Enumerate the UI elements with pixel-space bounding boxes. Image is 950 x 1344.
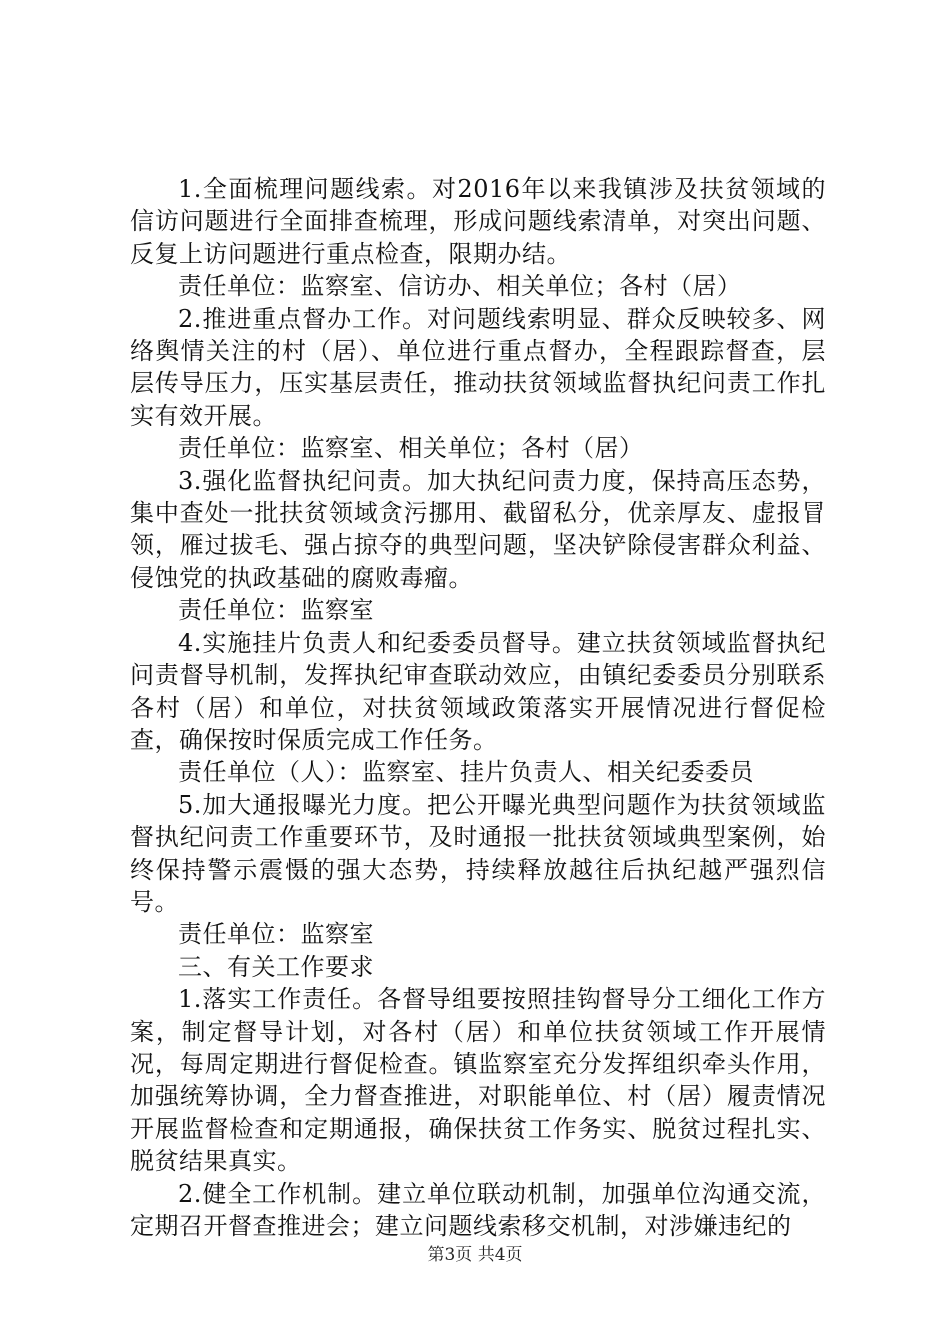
responsibility-line-2: 责任单位：监察室、相关单位；各村（居） bbox=[178, 434, 644, 463]
page-number-footer: 第3页 共4页 bbox=[427, 1245, 523, 1265]
requirement-paragraph-1: 1.落实工作责任。各督导组要按照挂钩督导分工细化工作方案，制定督导计划，对各村（居）和单位扶贫领域工作开展情况，每周定期进行督促检查。镇监察室充分发挥组织牵头作用，加强统筹协调，全力督查推进，对职能单位、村（居）履责情况开展监督检查和定期通报，确保扶贫工作务实、脱贫过程扎实、脱贫结果真实。 bbox=[130, 985, 826, 1176]
paragraph-3: 3.强化监督执纪问责。加大执纪问责力度，保持高压态势，集中查处一批扶贫领域贪污挪用、截留私分，优亲厚友、虚报冒领，雁过拔毛、强占掠夺的典型问题，坚决铲除侵害群众利益、侵蚀党的执政基础的腐败毒瘤。 bbox=[130, 466, 826, 592]
responsibility-line-1: 责任单位：监察室、信访办、相关单位；各村（居） bbox=[178, 272, 742, 301]
responsibility-line-3: 责任单位：监察室 bbox=[178, 596, 374, 625]
responsibility-line-4: 责任单位（人）：监察室、挂片负责人、相关纪委委员 bbox=[178, 758, 754, 787]
paragraph-2: 2.推进重点督办工作。对问题线索明显、群众反映较多、网络舆情关注的村（居）、单位进行重点督办，全程跟踪督查，层层传导压力，压实基层责任，推动扶贫领域监督执纪问责工作扎实有效开展。 bbox=[130, 304, 826, 430]
section-heading: 三、有关工作要求 bbox=[178, 952, 374, 981]
paragraph-1: 1.全面梳理问题线索。对2016年以来我镇涉及扶贫领域的信访问题进行全面排查梳理，形成问题线索清单，对突出问题、反复上访问题进行重点检查，限期办结。 bbox=[130, 175, 826, 268]
document-body bbox=[130, 173, 826, 1242]
paragraph-5: 5.加大通报曝光力度。把公开曝光典型问题作为扶贫领域监督执纪问责工作重要环节，及时通报一批扶贫领域典型案例，始终保持警示震慑的强大态势，持续释放越往后执纪越严强烈信号。 bbox=[130, 790, 826, 916]
responsibility-line-5: 责任单位：监察室 bbox=[178, 920, 374, 949]
requirement-paragraph-2: 2.健全工作机制。建立单位联动机制，加强单位沟通交流，定期召开督查推进会；建立问题线索移交机制，对涉嫌违纪的 bbox=[130, 1179, 826, 1240]
paragraph-4: 4.实施挂片负责人和纪委委员督导。建立扶贫领域监督执纪问责督导机制，发挥执纪审查联动效应，由镇纪委委员分别联系各村（居）和单位，对扶贫领域政策落实开展情况进行督促检查，确保按时保质完成工作任务。 bbox=[130, 628, 826, 754]
